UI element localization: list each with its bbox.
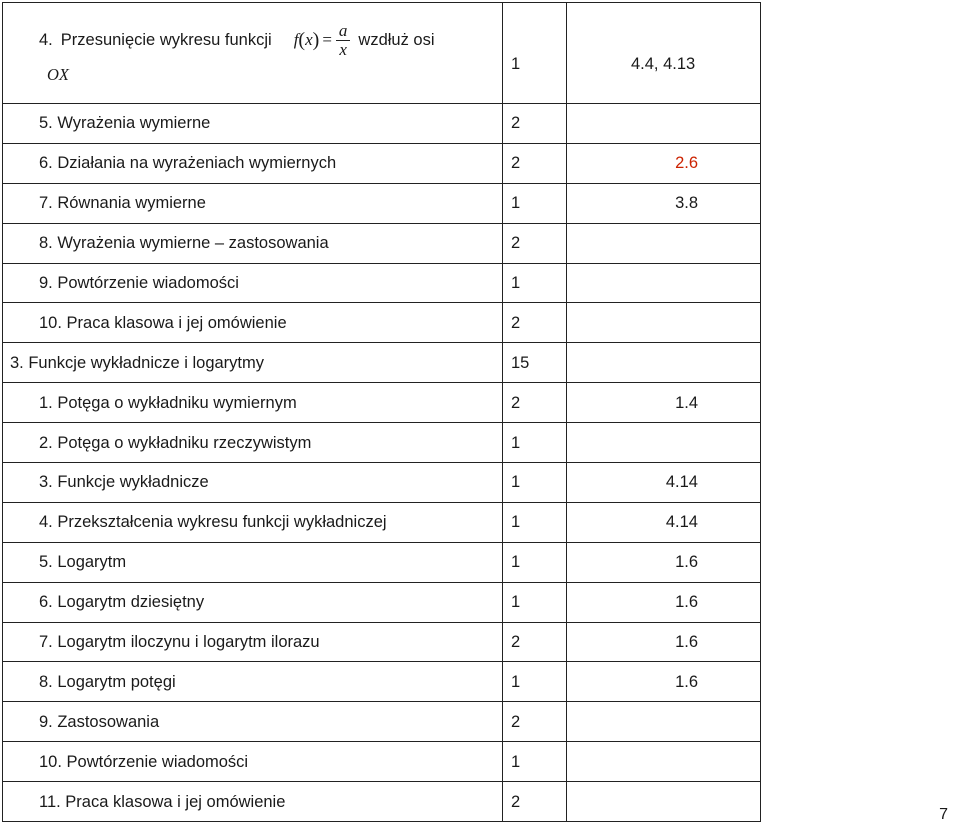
topic-cell: 6. Działania na wyrażeniach wymiernych: [3, 143, 503, 183]
topic-4-line: [39, 16, 502, 64]
reference-cell: [567, 702, 761, 742]
table-row: [3, 622, 761, 662]
reference-cell: 3.8: [567, 183, 761, 223]
hours-cell: 2: [503, 702, 567, 742]
table-row-section: [3, 343, 761, 383]
hours-cell: 1: [503, 582, 567, 622]
hours-cell: 2: [503, 782, 567, 822]
section-title-cell: 3. Funkcje wykładnicze i logarytmy: [3, 343, 503, 383]
topic-cell: 9. Powtórzenie wiadomości: [3, 263, 503, 303]
table-row: [3, 223, 761, 263]
table-row: [3, 383, 761, 423]
table-row: [3, 782, 761, 822]
formula-x: x: [305, 30, 313, 49]
topic-cell: 2. Potęga o wykładniku rzeczywistym: [3, 423, 503, 463]
reference-cell: [567, 223, 761, 263]
topic-cell: 10. Praca klasowa i jej omówienie: [3, 303, 503, 343]
hours-cell: 2: [503, 143, 567, 183]
topic-cell: 3. Funkcje wykładnicze: [3, 463, 503, 503]
reference-cell: [567, 423, 761, 463]
hours-cell: 1: [503, 463, 567, 503]
reference-cell: 4.14: [567, 463, 761, 503]
hours-cell: 15: [503, 343, 567, 383]
reference-cell: 1.4: [567, 383, 761, 423]
topic-cell: 5. Wyrażenia wymierne: [3, 104, 503, 144]
hours-cell: 1: [503, 542, 567, 582]
topic-cell: 4. Przekształcenia wykresu funkcji wykładniczej: [3, 502, 503, 542]
reference-cell: 2.6: [567, 143, 761, 183]
reference-cell: [567, 742, 761, 782]
hours-cell: 1: [503, 423, 567, 463]
topic-cell: 10. Powtórzenie wiadomości: [3, 742, 503, 782]
table-row: [3, 303, 761, 343]
reference-cell: 1.6: [567, 662, 761, 702]
fraction-numerator: a: [336, 22, 351, 41]
hours-cell: 2: [503, 383, 567, 423]
topic-continuation: OX: [47, 65, 69, 84]
topic-text-after: wzdłuż osi: [358, 31, 435, 49]
hours-cell: 1: [503, 183, 567, 223]
function-formula: f ( x ) = $\frac{a}{x}$: [294, 22, 351, 59]
table-row: [3, 104, 761, 144]
page-number: 7: [939, 806, 948, 823]
table-row: [3, 263, 761, 303]
table-row-topic-4: [3, 3, 761, 104]
table-row: [3, 423, 761, 463]
table-row: [3, 662, 761, 702]
formula-f: f: [293, 30, 299, 49]
topic-cell: 8. Logarytm potęgi: [3, 662, 503, 702]
topic-number: 4.: [39, 31, 53, 49]
topic-cell: 7. Równania wymierne: [3, 183, 503, 223]
reference-cell: 4.14: [567, 502, 761, 542]
formula-eq: =: [322, 30, 332, 49]
formula-fraction: [336, 22, 351, 59]
topic-cell: 1. Potęga o wykładniku wymiernym: [3, 383, 503, 423]
hours-cell: 1: [503, 3, 567, 104]
reference-cell: [567, 104, 761, 144]
topic-cell: [3, 3, 503, 104]
hours-cell: 2: [503, 303, 567, 343]
hours-cell: 2: [503, 622, 567, 662]
topic-cell: 11. Praca klasowa i jej omówienie: [3, 782, 503, 822]
reference-cell: [567, 303, 761, 343]
reference-cell: 1.6: [567, 542, 761, 582]
hours-cell: 2: [503, 104, 567, 144]
reference-cell: [567, 782, 761, 822]
reference-cell: [567, 343, 761, 383]
reference-cell: 1.6: [567, 582, 761, 622]
topic-cell: 9. Zastosowania: [3, 702, 503, 742]
hours-cell: 1: [503, 263, 567, 303]
topic-cell: 5. Logarytm: [3, 542, 503, 582]
topic-text: Przesunięcie wykresu funkcji: [60, 31, 272, 49]
reference-cell: 1.6: [567, 622, 761, 662]
reference-cell: 4.4, 4.13: [567, 3, 761, 104]
hours-cell: 2: [503, 223, 567, 263]
table-row: [3, 542, 761, 582]
hours-cell: 1: [503, 742, 567, 782]
table-row: [3, 702, 761, 742]
curriculum-table: [2, 2, 761, 822]
table-row: [3, 143, 761, 183]
fraction-denominator: x: [339, 39, 347, 59]
table-row: [3, 502, 761, 542]
curriculum-table-body: [3, 3, 761, 822]
table-row: [3, 183, 761, 223]
hours-cell: 1: [503, 662, 567, 702]
topic-cell: 8. Wyrażenia wymierne – zastosowania: [3, 223, 503, 263]
topic-cell: 7. Logarytm iloczynu i logarytm ilorazu: [3, 622, 503, 662]
table-row: [3, 582, 761, 622]
topic-cell: 6. Logarytm dziesiętny: [3, 582, 503, 622]
hours-cell: 1: [503, 502, 567, 542]
reference-cell: [567, 263, 761, 303]
table-row: [3, 742, 761, 782]
table-row: [3, 463, 761, 503]
